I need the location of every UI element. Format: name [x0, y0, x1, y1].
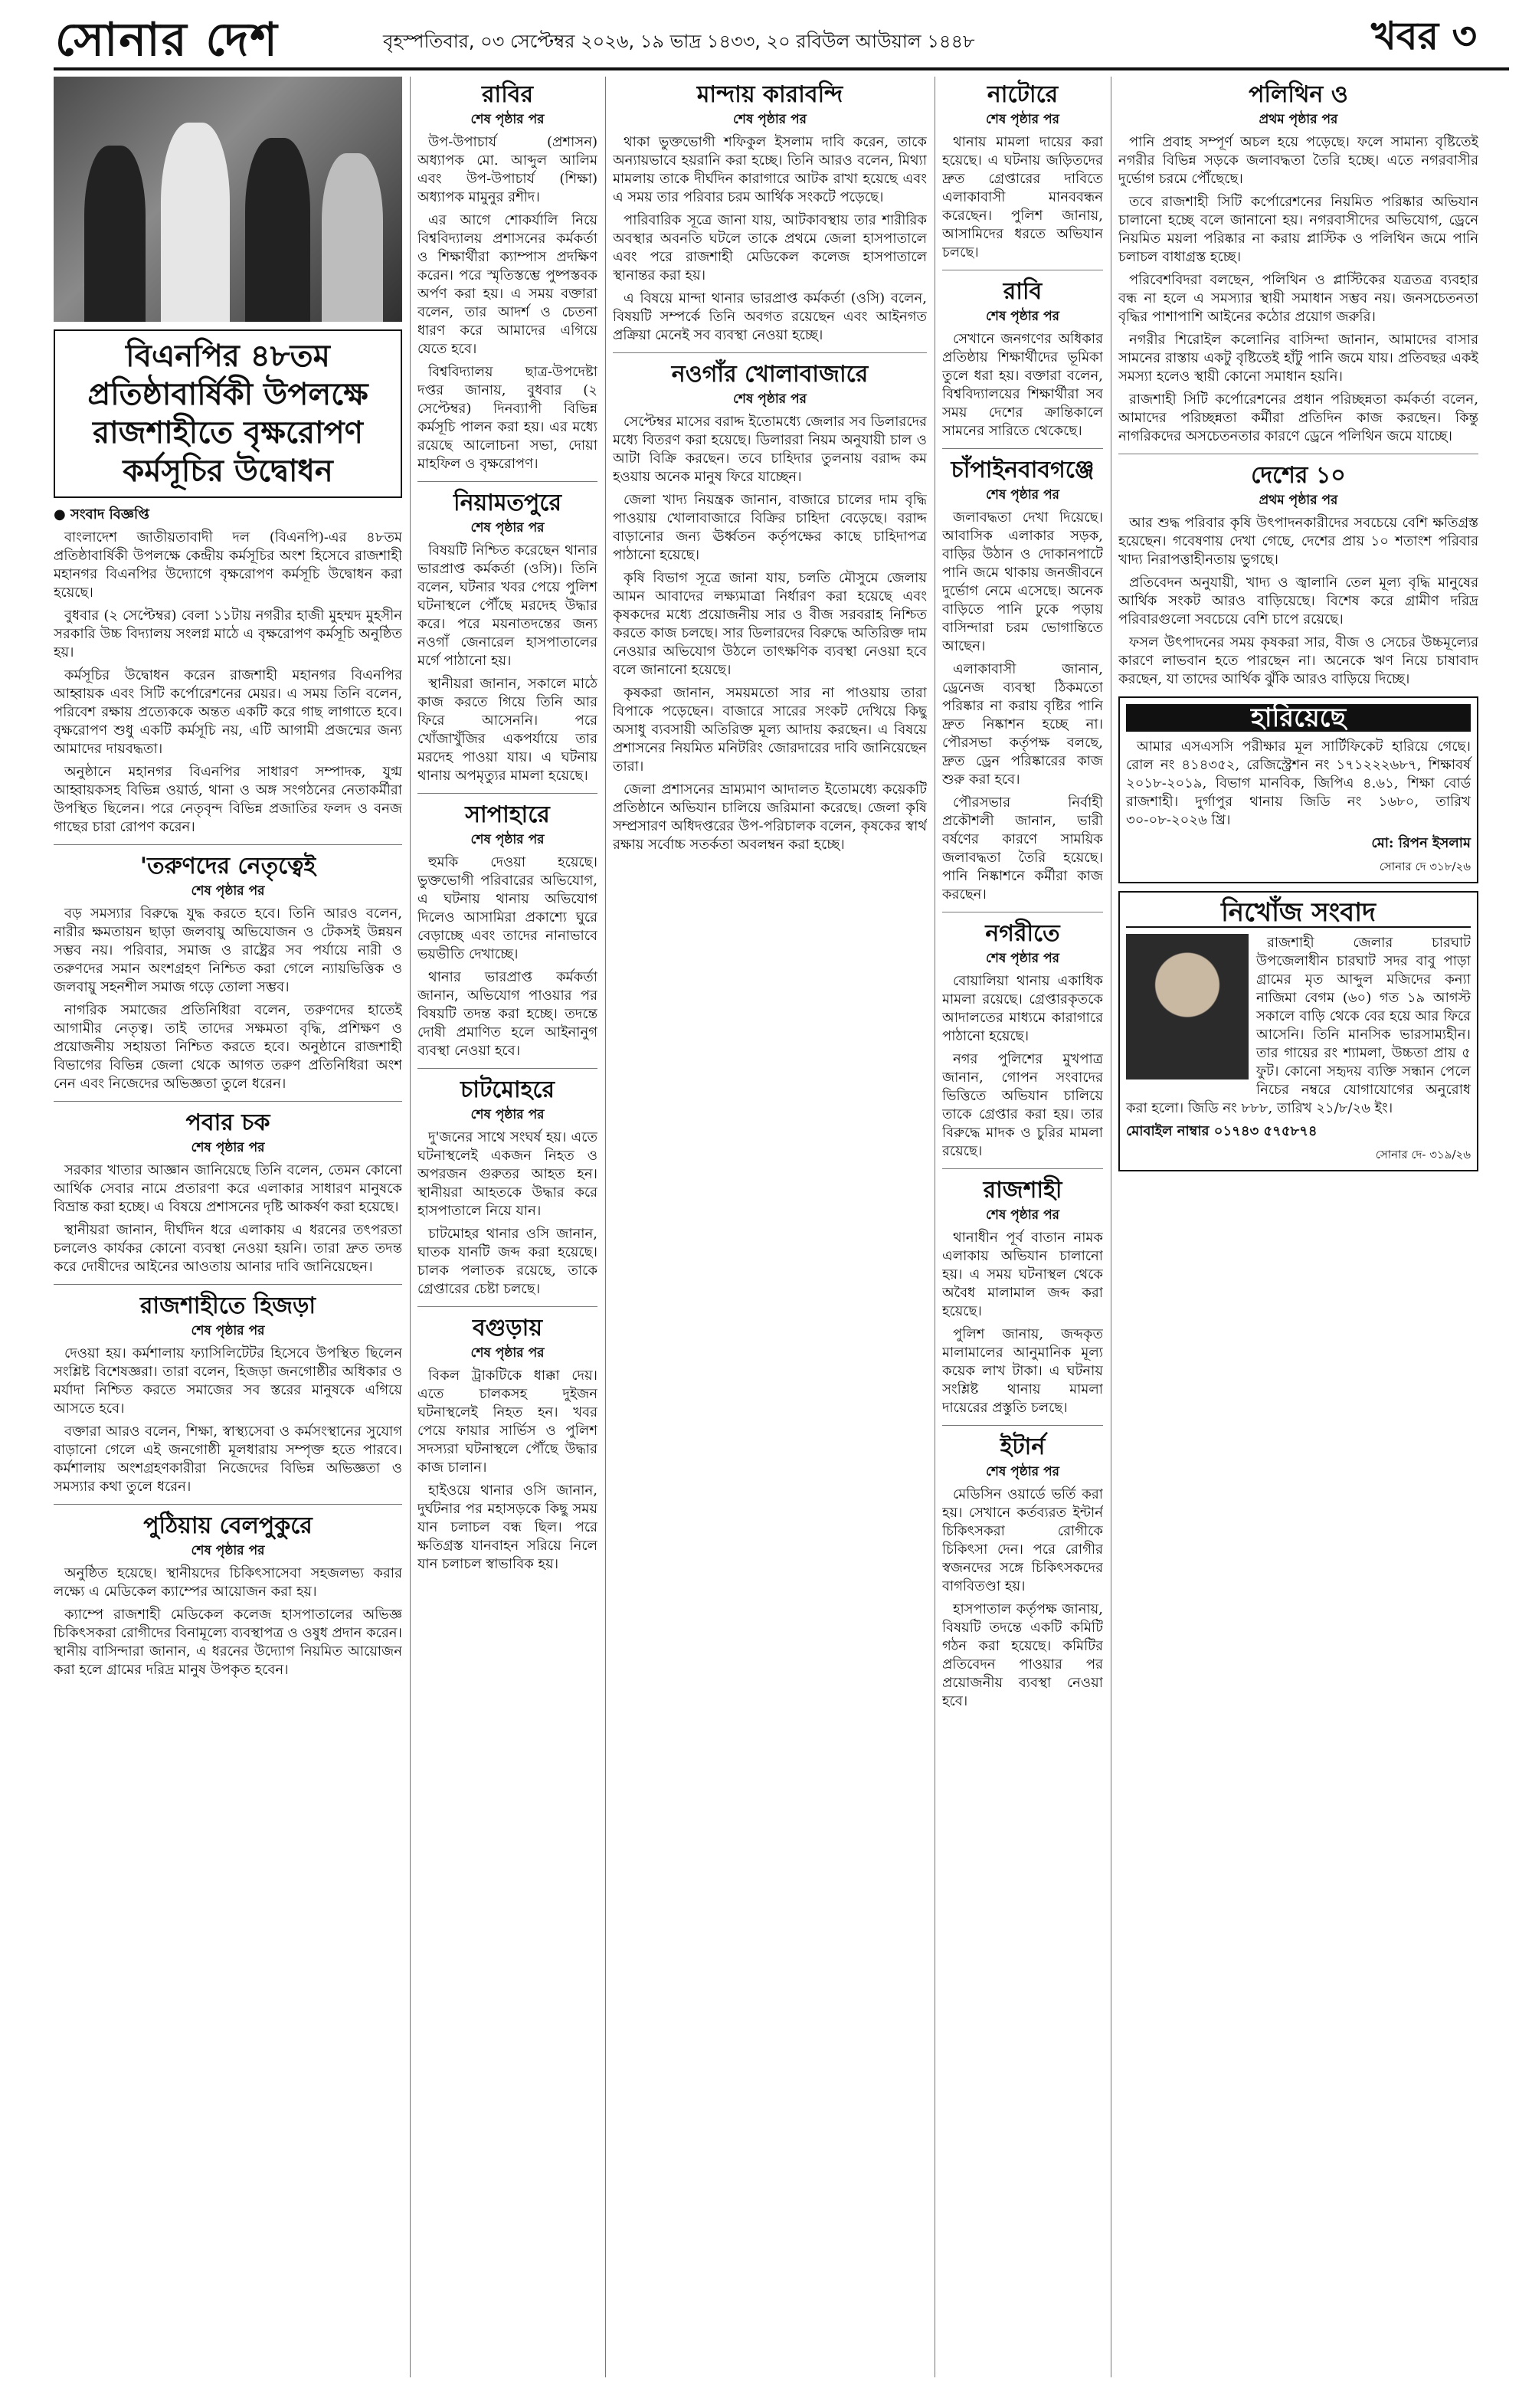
story-headline: নিয়ামতপুরে: [453, 490, 561, 516]
divider: [942, 1168, 1103, 1169]
continuation-label: শেষ পৃষ্ঠার পর: [191, 883, 265, 899]
newspaper-logo: সোনার দেশ: [55, 13, 279, 67]
paragraph: কর্মসূচির উদ্বোধন করেন রাজশাহী মহানগর বিএনপির আহ্বায়ক এবং সিটি কর্পোরেশনের মেয়র। এ সময় তিনি বলেন, পরিবেশ রক্ষায় প্রত্যেককে অন্তত একটি করে গাছ লাগাতে হবে। বৃক্ষরোপণ শুধু একটি কর্মসূচি নয়, এটি আগামী প্রজন্মের জন্য আমাদের দায়বদ্ধতা।: [54, 667, 402, 757]
continuation-label: শেষ পৃষ্ঠার পর: [986, 487, 1059, 503]
story-headline: রাবির: [482, 81, 533, 108]
continuation-label: শেষ পৃষ্ঠার পর: [470, 1345, 545, 1361]
column-1: [54, 77, 402, 2377]
divider: [942, 448, 1103, 449]
story-headline: পুঠিয়ায় বেলপুকুরে: [143, 1512, 313, 1539]
story-headline: রাজশাহী: [983, 1177, 1062, 1204]
lead-headline-line2: রাজশাহীতে বৃক্ষরোপণ কর্মসূচির উদ্বোধন: [93, 414, 363, 489]
lead-headline-line1: বিএনপির ৪৮তম প্রতিষ্ঠাবার্ষিকী উপলক্ষে: [87, 338, 368, 412]
missing-person-photo: [1126, 934, 1249, 1080]
story-headline: পবার চক: [185, 1109, 270, 1136]
paragraph: জলাবদ্ধতা দেখা দিয়েছে। আবাসিক এলাকার সড়ক, বাড়ির উঠান ও দোকানপাটে পানি জমে থাকায় জনজীবনে দুর্ভোগ নেমে এসেছে। অনেক বাড়িতে পানি ঢুকে পড়ায় বাসিন্দারা চরম ভোগান্তিতে আছেন।: [942, 509, 1103, 654]
paragraph: নগরীর শিরোইল কলোনির বাসিন্দা জানান, আমাদের বাসার সামনের রাস্তায় একটু বৃষ্টিতেই হাঁটু পানি জমে যায়। প্রতিবছর একই সমস্যা হলেও স্থায়ী কোনো সমাধান হয়নি।: [1118, 332, 1478, 385]
paragraph: উপ-উপাচার্য (প্রশাসন) অধ্যাপক মো. আব্দুল আলিম এবং উপ-উপাচার্য (শিক্ষা) অধ্যাপক মামুনুর রশীদ।: [417, 134, 597, 205]
paragraph: এলাকাবাসী জানান, ড্রেনেজ ব্যবস্থা ঠিকমতো পরিষ্কার না করায় বৃষ্টির পানি দ্রুত নিষ্কাশন হচ্ছে না। পৌরসভা কর্তৃপক্ষ বলছে, দ্রুত ড্রেন পরিষ্কারের কাজ শুরু করা হবে।: [942, 661, 1103, 788]
paragraph: প্রতিবেদন অনুযায়ী, খাদ্য ও জ্বালানি তেল মূল্য বৃদ্ধি মানুষের আর্থিক সংকট আরও বাড়িয়েছে। বিশেষ করে গ্রামীণ দরিদ্র পরিবারগুলো সবচেয়ে বেশি চাপে রয়েছে।: [1118, 575, 1478, 627]
lost-notice-title: হারিয়েছে: [1126, 704, 1471, 732]
story-headline: মান্দায় কারাবন্দি: [696, 81, 843, 108]
continuation-label: শেষ পৃষ্ঠার পর: [191, 1140, 265, 1155]
paragraph: ক্যাম্পে রাজশাহী মেডিকেল কলেজ হাসপাতালের অভিজ্ঞ চিকিৎসকরা রোগীদের বিনামূল্যে ব্যবস্থাপত্র ও ওষুধ প্রদান করেন। স্থানীয় বাসিন্দারা জানান, এ ধরনের উদ্যোগ নিয়মিত আয়োজন করা হলে গ্রামের দরিদ্র মানুষ উপকৃত হবেন।: [54, 1607, 402, 1678]
paragraph: সরকার খাতার আজ্ঞান জানিয়েছে তিনি বলেন, তেমন কোনো আর্থিক সেবার নামে প্রতারণা করে এলাকার সাধারণ মানুষকে বিভ্রান্ত করা হচ্ছে। এ বিষয়ে প্রশাসনের দৃষ্টি আকর্ষণ করা হয়েছে।: [54, 1162, 402, 1215]
column-5: [1118, 77, 1478, 2377]
story-headline: নাটোরে: [987, 81, 1059, 108]
column-divider: [410, 77, 411, 2377]
story-headline: চাঁপাইনবাবগঞ্জে: [951, 457, 1095, 483]
lost-notice: [1118, 696, 1478, 883]
paragraph: চাটমোহর থানার ওসি জানান, ঘাতক যানটি জব্দ করা হয়েছে। চালক পলাতক রয়েছে, তাকে গ্রেপ্তারের চেষ্টা চলছে।: [417, 1226, 597, 1297]
lost-notice-text: আমার এসএসসি পরীক্ষার মূল সার্টিফিকেট হারিয়ে গেছে। রোল নং ৪১৪৩৫২, রেজিস্ট্রেশন নং ১৭১২২২৬৮৭, শিক্ষাবর্ষ ২০১৮-২০১৯, বিভাগ মানবিক, জিপিএ ৪.৬১, শিক্ষা বোর্ড রাজশাহী। দুর্গাপুর থানায় জিডি নং ১৬৮০, তারিখ ৩০-০৮-২০২৬ খ্রি।: [1126, 739, 1471, 828]
paragraph: ফসল উৎপাদনের সময় কৃষকরা সার, বীজ ও সেচের উচ্চমূল্যের কারণে লাভবান হতে পারছেন না। অনেকে ঋণ নিয়ে চাষাবাদ করছেন, যা তাদের আর্থিক ঝুঁকি আরও বাড়িয়ে দিচ্ছে।: [1118, 634, 1478, 687]
story-headline: ইটার্ন: [1000, 1433, 1046, 1460]
paragraph: থানায় মামলা দায়ের করা হয়েছে। এ ঘটনায় জড়িতদের দ্রুত গ্রেপ্তারের দাবিতে এলাকাবাসী মানববন্ধন করেছেন। পুলিশ জানায়, আসামিদের ধরতে অভিযান চলছে।: [942, 134, 1103, 260]
paragraph: সেখানে জনগণের অধিকার প্রতিষ্ঠায় শিক্ষার্থীদের ভূমিকা তুলে ধরা হয়। বক্তারা বলেন, বিশ্ববিদ্যালয়ের শিক্ষার্থীরা সব সময় দেশের ক্রান্তিকালে সামনের সারিতে থেকেছে।: [942, 331, 1103, 439]
paragraph: থানার ভারপ্রাপ্ত কর্মকর্তা জানান, অভিযোগ পাওয়ার পর বিষয়টি তদন্ত করা হচ্ছে। তদন্তে দোষী প্রমাণিত হলে আইনানুগ ব্যবস্থা নেওয়া হবে।: [417, 969, 597, 1059]
divider: [54, 844, 402, 845]
story-headline: সাপাহারে: [465, 801, 550, 828]
story-headline: রাজশাহীতে হিজড়া: [139, 1292, 316, 1319]
lost-notice-name: মো: রিপন ইসলাম: [1371, 835, 1471, 851]
continuation-label: শেষ পৃষ্ঠার পর: [733, 392, 807, 407]
continuation-label: শেষ পৃষ্ঠার পর: [986, 951, 1059, 966]
divider: [417, 793, 597, 794]
ad-code: সোনার দে- ৩১৯/২৬: [1375, 1148, 1471, 1161]
divider: [613, 352, 927, 353]
paragraph: আর শুদ্ধ পরিবার কৃষি উৎপাদনকারীদের সবচেয়ে বেশি ক্ষতিগ্রস্ত হয়েছেন। গবেষণায় দেখা গেছে, দেশের প্রায় ১০ শতাংশ পরিবার খাদ্য নিরাপত্তাহীনতায় ভুগছে।: [1118, 515, 1478, 568]
paragraph: পারিবারিক সূত্রে জানা যায়, আটকাবস্থায় তার শারীরিক অবস্থার অবনতি ঘটলে তাকে প্রথমে জেলা হাসপাতালে এবং পরে রাজশাহী মেডিকেল কলেজ হাসপাতালে স্থানান্তর করা হয়।: [613, 212, 927, 283]
paragraph: কৃষকরা জানান, সময়মতো সার না পাওয়ায় তারা বিপাকে পড়েছেন। বাজারে সারের সংকট দেখিয়ে কিছু অসাধু ব্যবসায়ী অতিরিক্ত মূল্য আদায় করছেন। এ বিষয়ে প্রশাসনের নিয়মিত মনিটরিং জোরদারের দাবি জানিয়েছেন তারা।: [613, 685, 927, 775]
continuation-label: শেষ পৃষ্ঠার পর: [470, 520, 545, 536]
dateline: বৃহস্পতিবার, ০৩ সেপ্টেম্বর ২০২৬, ১৯ ভাদ্র ১৪৩৩, ২০ রবিউল আউয়াল ১৪৪৮: [383, 31, 975, 52]
paragraph: পানি প্রবাহ সম্পূর্ণ অচল হয়ে পড়েছে। ফলে সামান্য বৃষ্টিতেই নগরীর বিভিন্ন সড়কে জলাবদ্ধতা তৈরি হচ্ছে। এতে নগরবাসীর দুর্ভোগ চরমে পৌঁছেছে।: [1118, 134, 1478, 187]
story-headline: রাবি: [1003, 278, 1043, 305]
paragraph: রাজশাহী সিটি কর্পোরেশনের প্রধান পরিচ্ছন্নতা কর্মকর্তা বলেন, আমাদের পরিচ্ছন্নতা কর্মীরা প্রতিদিন কাজ করছেন। কিন্তু নাগরিকদের অসচেতনতার কারণে ড্রেনে পলিথিন জমে যাচ্ছে।: [1118, 392, 1478, 444]
paragraph: অনুষ্ঠিত হয়েছে। স্থানীয়দের চিকিৎসাসেবা সহজলভ্য করার লক্ষ্যে এ মেডিকেল ক্যাম্পের আয়োজন করা হয়।: [54, 1565, 402, 1600]
masthead: [0, 0, 1532, 66]
paragraph: বক্তারা আরও বলেন, শিক্ষা, স্বাস্থ্যসেবা ও কর্মসংস্থানের সুযোগ বাড়ানো গেলে এই জনগোষ্ঠী মূলধারায় সম্পৃক্ত হতে পারবে। কর্মশালায় অংশগ্রহণকারীরা নিজেদের বিভিন্ন অভিজ্ঞতা ও সমস্যার কথা তুলে ধরেন।: [54, 1424, 402, 1495]
continuation-label: শেষ পৃষ্ঠার পর: [470, 1107, 545, 1122]
news-photo: [54, 77, 402, 322]
continuation-label: শেষ পৃষ্ঠার পর: [470, 832, 545, 847]
story-headline: চাটমোহরে: [460, 1076, 555, 1103]
paragraph: অনুষ্ঠানে মহানগর বিএনপির সাধারণ সম্পাদক, যুগ্ম আহ্বায়কসহ বিভিন্ন ওয়ার্ড, থানা ও অঙ্গ সংগঠনের নেতাকর্মীরা উপস্থিত ছিলেন। পরে নেতৃবৃন্দ বিভিন্ন প্রজাতির ফলদ ও বনজ গাছের চারা রোপণ করেন।: [54, 764, 402, 835]
paragraph: বুধবার (২ সেপ্টেম্বর) বেলা ১১টায় নগরীর হাজী মুহম্মদ মুহসীন সরকারি উচ্চ বিদ্যালয় সংলগ্ন মাঠে এ বৃক্ষরোপণ কর্মসূচি অনুষ্ঠিত হয়।: [54, 608, 402, 660]
continuation-label: শেষ পৃষ্ঠার পর: [191, 1323, 265, 1338]
paragraph: পরিবেশবিদরা বলছেন, পলিথিন ও প্লাস্টিকের যত্রতত্র ব্যবহার বন্ধ না হলে এ সমস্যার স্থায়ী সমাধান সম্ভব নয়। জনসচেতনতা বৃদ্ধির পাশাপাশি আইনের কঠোর প্রয়োগ জরুরি।: [1118, 272, 1478, 325]
continuation-label: শেষ পৃষ্ঠার পর: [470, 112, 545, 127]
paragraph: বাংলাদেশ জাতীয়তাবাদী দল (বিএনপি)-এর ৪৮তম প্রতিষ্ঠাবার্ষিকী উপলক্ষে কেন্দ্রীয় কর্মসূচির অংশ হিসেবে রাজশাহী মহানগর বিএনপির উদ্যোগে বৃক্ষরোপণ কর্মসূচি উদ্বোধন করা হয়েছে।: [54, 529, 402, 601]
continuation-label: শেষ পৃষ্ঠার পর: [986, 1207, 1059, 1223]
masthead-rule: [54, 67, 1509, 70]
paragraph: দু'জনের সাথে সংঘর্ষ হয়। এতে ঘটনাস্থলেই একজন নিহত ও অপরজন গুরুতর আহত হন। স্থানীয়রা আহতকে উদ্ধার করে হাসপাতালে নিয়ে যান।: [417, 1129, 597, 1219]
story-headline: 'তরুণদের নেতৃত্বেই: [139, 853, 316, 880]
paragraph: দেওয়া হয়। কর্মশালায় ফ্যাসিলিটেটর হিসেবে উপস্থিত ছিলেন সংশ্লিষ্ট বিশেষজ্ঞরা। তারা বলেন, হিজড়া জনগোষ্ঠীর অধিকার ও মর্যাদা নিশ্চিত করতে সমাজের সব স্তরের মানুষকে এগিয়ে আসতে হবে।: [54, 1345, 402, 1417]
paragraph: পুলিশ জানায়, জব্দকৃত মালামালের আনুমানিক মূল্য কয়েক লাখ টাকা। এ ঘটনায় সংশ্লিষ্ট থানায় মামলা দায়েরের প্রস্তুতি চলছে।: [942, 1326, 1103, 1416]
story-headline: নওগাঁর খোলাবাজারে: [671, 361, 869, 388]
story-headline: পলিথিন ও: [1249, 81, 1348, 108]
paragraph: কৃষি বিভাগ সূত্রে জানা যায়, চলতি মৌসুমে জেলায় আমন আবাদের লক্ষ্যমাত্রা নির্ধারণ করা হয়েছে এবং কৃষকদের মধ্যে প্রয়োজনীয় সার ও বীজ সরবরাহ নিশ্চিত করতে কাজ চলছে। সার ডিলারদের বিরুদ্ধে অতিরিক্ত দাম নেওয়ার অভিযোগ উঠলে তাৎক্ষণিক ব্যবস্থা নেওয়া হবে বলে জানানো হয়েছে।: [613, 570, 927, 678]
paragraph: বিশ্ববিদ্যালয় ছাত্র-উপদেষ্টা দপ্তর জানায়, বুধবার (২ সেপ্টেম্বর) দিনব্যাপী বিভিন্ন কর্মসূচি পালন করা হয়। এর মধ্যে রয়েছে আলোচনা সভা, দোয়া মাহফিল ও বৃক্ষরোপণ।: [417, 364, 597, 472]
byline: ● সংবাদ বিজ্ঞপ্তি: [54, 506, 149, 523]
column-4: [942, 77, 1103, 2377]
continuation-label: প্রথম পৃষ্ঠার পর: [1259, 112, 1338, 127]
paragraph: এর আগে শোকর্যালি নিয়ে বিশ্ববিদ্যালয় প্রশাসনের কর্মকর্তা ও শিক্ষার্থীরা ক্যাম্পাস প্রদক্ষিণ করেন। পরে স্মৃতিস্তম্ভে পুষ্পস্তবক অর্পণ করা হয়। এ সময় বক্তারা বলেন, তার আদর্শ ও চেতনা ধারণ করে আমাদের এগিয়ে যেতে হবে।: [417, 212, 597, 357]
paragraph: নগর পুলিশের মুখপাত্র জানান, গোপন সংবাদের ভিত্তিতে অভিযান চালিয়ে তাকে গ্রেপ্তার করা হয়। তার বিরুদ্ধে মাদক ও চুরির মামলা রয়েছে।: [942, 1051, 1103, 1159]
continuation-label: শেষ পৃষ্ঠার পর: [733, 112, 807, 127]
continuation-label: শেষ পৃষ্ঠার পর: [986, 1464, 1059, 1479]
divider: [942, 1425, 1103, 1426]
divider: [417, 1306, 597, 1307]
missing-notice-title: নিখোঁজ সংবাদ: [1126, 899, 1471, 928]
story-headline: বগুড়ায়: [472, 1315, 543, 1342]
continuation-label: শেষ পৃষ্ঠার পর: [986, 112, 1059, 127]
paragraph: হাসপাতাল কর্তৃপক্ষ জানায়, বিষয়টি তদন্তে একটি কমিটি গঠন করা হয়েছে। কমিটির প্রতিবেদন পাওয়ার পর প্রয়োজনীয় ব্যবস্থা নেওয়া হবে।: [942, 1601, 1103, 1709]
paragraph: স্থানীয়রা জানান, দীর্ঘদিন ধরে এলাকায় এ ধরনের তৎপরতা চললেও কার্যকর কোনো ব্যবস্থা নেওয়া হয়নি। তারা দ্রুত তদন্ত করে দোষীদের আইনের আওতায় আনার দাবি জানিয়েছেন।: [54, 1222, 402, 1275]
divider: [417, 1068, 597, 1069]
section-label: খবর ৩: [1344, 8, 1504, 57]
continuation-label: শেষ পৃষ্ঠার পর: [986, 309, 1059, 324]
continuation-label: প্রথম পৃষ্ঠার পর: [1259, 493, 1338, 508]
missing-notice: [1118, 891, 1478, 1171]
divider: [54, 1284, 402, 1285]
paragraph: থানাধীন পূর্ব বাতান নামক এলাকায় অভিযান চালানো হয়। এ সময় ঘটনাস্থল থেকে অবৈধ মালামাল জব্দ করা হয়েছে।: [942, 1230, 1103, 1319]
paragraph: বিকল ট্রাকটিকে ধাক্কা দেয়। এতে চালকসহ দুইজন ঘটনাস্থলেই নিহত হন। খবর পেয়ে ফায়ার সার্ভিস ও পুলিশ সদস্যরা ঘটনাস্থলে পৌঁছে উদ্ধার কাজ চালান।: [417, 1368, 597, 1476]
story-headline: নগরীতে: [985, 920, 1060, 947]
divider: [54, 1504, 402, 1505]
paragraph: এ বিষয়ে মান্দা থানার ভারপ্রাপ্ত কর্মকর্তা (ওসি) বলেন, বিষয়টি সম্পর্কে তিনি অবগত রয়েছেন এবং আইনগত প্রক্রিয়া মেনেই সব ব্যবস্থা নেওয়া হচ্ছে।: [613, 290, 927, 343]
column-2: [417, 77, 597, 2377]
lead-headline: [54, 329, 402, 498]
divider: [54, 1101, 402, 1102]
paragraph: হাইওয়ে থানার ওসি জানান, দুর্ঘটনার পর মহাসড়কে কিছু সময় যান চলাচল বন্ধ ছিল। পরে ক্ষতিগ্রস্ত যানবাহন সরিয়ে নিলে যান চলাচল স্বাভাবিক হয়।: [417, 1482, 597, 1572]
paragraph: পৌরসভার নির্বাহী প্রকৌশলী জানান, ভারী বর্ষণের কারণে সাময়িক জলাবদ্ধতা তৈরি হয়েছে। পানি নিষ্কাশনে কর্মীরা কাজ করছেন।: [942, 794, 1103, 903]
paragraph: তবে রাজশাহী সিটি কর্পোরেশনের নিয়মিত পরিষ্কার অভিযান চালানো হচ্ছে বলে জানানো হয়। নগরবাসীদের অভিযোগ, ড্রেনে নিয়মিত ময়লা পরিষ্কার না করায় প্লাস্টিক ও পলিথিন জমে পানি চলাচল বাধাগ্রস্ত হচ্ছে।: [1118, 194, 1478, 265]
column-divider: [605, 77, 606, 2377]
divider: [417, 481, 597, 482]
paragraph: থাকা ভুক্তভোগী শফিকুল ইসলাম দাবি করেন, তাকে অন্যায়ভাবে হয়রানি করা হচ্ছে। তিনি আরও বলেন, মিথ্যা মামলায় তাকে দীর্ঘদিন কারাগারে আটক রাখা হয়েছে এবং এ সময় তার পরিবার চরম আর্থিক সংকটে পড়েছে।: [613, 134, 927, 205]
missing-notice-text: রাজশাহী জেলার চারঘাট উপজেলাধীন চারঘাট সদর বাবু পাড়া গ্রামের মৃত আব্দুল মজিদের কন্যা নাজিমা বেগম (৬০) গত ১৯ আগস্ট সকালে বাড়ি থেকে বের হয়ে আর ফিরে আসেনি। তিনি মানসিক ভারসাম্যহীন। তার গায়ের রং শ্যামলা, উচ্চতা প্রায় ৫ ফুট। কোনো সহৃদয় ব্যক্তি সন্ধান পেলে নিচের নম্বরে যোগাযোগের অনুরোধ করা হলো। জিডি নং ৮৮৮, তারিখ ২১/৮/২৬ ইং।: [1126, 935, 1471, 1116]
paragraph: বড় সমস্যার বিরুদ্ধে যুদ্ধ করতে হবে। তিনি আরও বলেন, নারীর ক্ষমতায়ন ছাড়া জলবায়ু অভিযোজন ও টেকসই উন্নয়ন সম্ভব নয়। পরিবার, সমাজ ও রাষ্ট্রের সব পর্যায়ে নারী ও তরুণদের সমান অংশগ্রহণ নিশ্চিত করা গেলে ন্যায়ভিত্তিক ও জলবায়ু সহনশীল সমাজ গড়ে তোলা সম্ভব।: [54, 906, 402, 995]
paragraph: মেডিসিন ওয়ার্ডে ভর্তি করা হয়। সেখানে কর্তব্যরত ইন্টার্ন চিকিৎসকরা রোগীকে চিকিৎসা দেন। পরে রোগীর স্বজনদের সঙ্গে চিকিৎসকদের বাগবিতণ্ডা হয়।: [942, 1486, 1103, 1594]
paragraph: বোয়ালিয়া থানায় একাধিক মামলা রয়েছে। গ্রেপ্তারকৃতকে আদালতের মাধ্যমে কারাগারে পাঠানো হয়েছে।: [942, 973, 1103, 1044]
paragraph: স্থানীয়রা জানান, সকালে মাঠে কাজ করতে গিয়ে তিনি আর ফিরে আসেননি। পরে খোঁজাখুঁজির একপর্যায়ে তার মরদেহ পাওয়া যায়। এ ঘটনায় থানায় অপমৃত্যুর মামলা হয়েছে।: [417, 676, 597, 784]
continuation-label: শেষ পৃষ্ঠার পর: [191, 1543, 265, 1558]
paragraph: হুমকি দেওয়া হয়েছে। ভুক্তভোগী পরিবারের অভিযোগ, এ ঘটনায় থানায় অভিযোগ দিলেও আসামিরা প্রকাশ্যে ঘুরে বেড়াচ্ছে এবং তাদের নানাভাবে ভয়ভীতি দেখাচ্ছে।: [417, 854, 597, 962]
paragraph: জেলা খাদ্য নিয়ন্ত্রক জানান, বাজারে চালের দাম বৃদ্ধি পাওয়ায় খোলাবাজারে বিক্রির চাহিদা বেড়েছে। বরাদ্দ বাড়ানোর জন্য ঊর্ধ্বতন কর্তৃপক্ষের কাছে চাহিদাপত্র পাঠানো হয়েছে।: [613, 492, 927, 563]
missing-contact: মোবাইল নাম্বার ০১৭৪৩ ৫৭৫৮৭৪: [1126, 1123, 1318, 1139]
ad-code: সোনার দে ৩১৮/২৬: [1379, 860, 1471, 873]
paragraph: জেলা প্রশাসনের ভ্রাম্যমাণ আদালত ইতোমধ্যে কয়েকটি প্রতিষ্ঠানে অভিযান চালিয়ে জরিমানা করেছে। জেলা কৃষি সম্প্রসারণ অধিদপ্তরের উপ-পরিচালক বলেন, কৃষকের স্বার্থ রক্ষায় সর্বোচ্চ সতর্কতা অবলম্বন করা হচ্ছে।: [613, 781, 927, 853]
paragraph: বিষয়টি নিশ্চিত করেছেন থানার ভারপ্রাপ্ত কর্মকর্তা (ওসি)। তিনি বলেন, ঘটনার খবর পেয়ে পুলিশ ঘটনাস্থলে পৌঁছে মরদেহ উদ্ধার করে। পরে ময়নাতদন্তের জন্য নওগাঁ জেনারেল হাসপাতালের মর্গে পাঠানো হয়।: [417, 542, 597, 669]
story-headline: দেশের ১০: [1251, 462, 1346, 489]
column-3: [613, 77, 927, 2377]
paragraph: নাগরিক সমাজের প্রতিনিধিরা বলেন, তরুণদের হাতেই আগামীর নেতৃত্ব। তাই তাদের সক্ষমতা বৃদ্ধি, প্রশিক্ষণ ও প্রয়োজনীয় সহায়তা নিশ্চিত করতে হবে। অনুষ্ঠানে রাজশাহী বিভাগের বিভিন্ন জেলা থেকে আগত তরুণ প্রতিনিধিরা অংশ নেন এবং নিজেদের অভিজ্ঞতা তুলে ধরেন।: [54, 1002, 402, 1092]
paragraph: সেপ্টেম্বর মাসের বরাদ্দ ইতোমধ্যে জেলার সব ডিলারদের মধ্যে বিতরণ করা হয়েছে। ডিলাররা নিয়ম অনুযায়ী চাল ও আটা বিক্রি করছেন। তবে চাহিদার তুলনায় বরাদ্দ কম হওয়ায় অনেক মানুষ ফিরে যাচ্ছেন।: [613, 414, 927, 485]
